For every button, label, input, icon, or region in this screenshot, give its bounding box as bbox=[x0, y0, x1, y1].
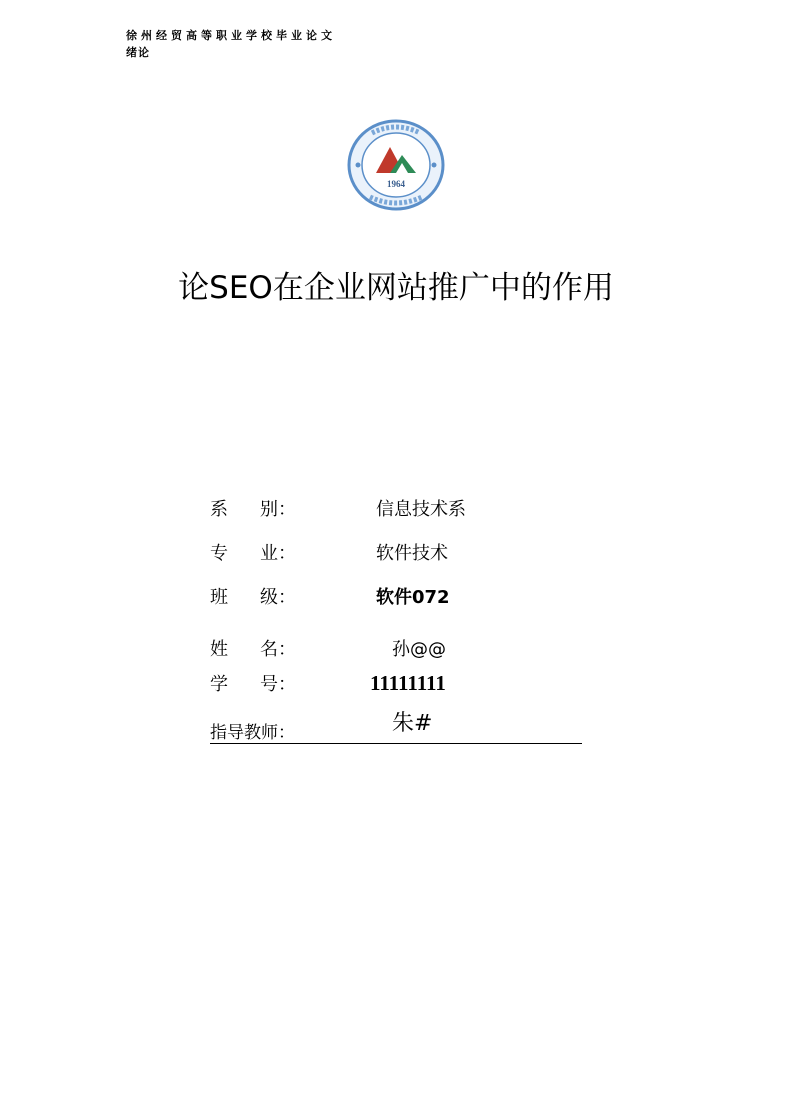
name-value: 孙@@ bbox=[392, 639, 446, 660]
name-label: 姓 名： bbox=[210, 639, 296, 660]
major-value: 软件技术 bbox=[376, 543, 448, 564]
class-value: 软件072 bbox=[376, 587, 450, 608]
student-id-value: 11111111 bbox=[370, 671, 446, 695]
class-label: 班 级： bbox=[210, 587, 296, 608]
student-id-label: 学 号： bbox=[210, 674, 296, 695]
advisor-underline bbox=[210, 743, 582, 744]
advisor-value: 朱# bbox=[392, 711, 433, 736]
major-label: 专 业： bbox=[210, 543, 296, 564]
header-section-name: 绪论 bbox=[126, 46, 150, 59]
department-value: 信息技术系 bbox=[376, 499, 466, 520]
advisor-label: 指导教师： bbox=[210, 723, 295, 743]
department-label: 系 别： bbox=[210, 499, 296, 520]
school-logo bbox=[346, 119, 446, 211]
logo-year: 1964 bbox=[387, 179, 405, 189]
header-school-name: 徐州经贸高等职业学校毕业论文 bbox=[126, 29, 336, 42]
document-title: 论SEO在企业网站推广中的作用 bbox=[178, 270, 614, 306]
